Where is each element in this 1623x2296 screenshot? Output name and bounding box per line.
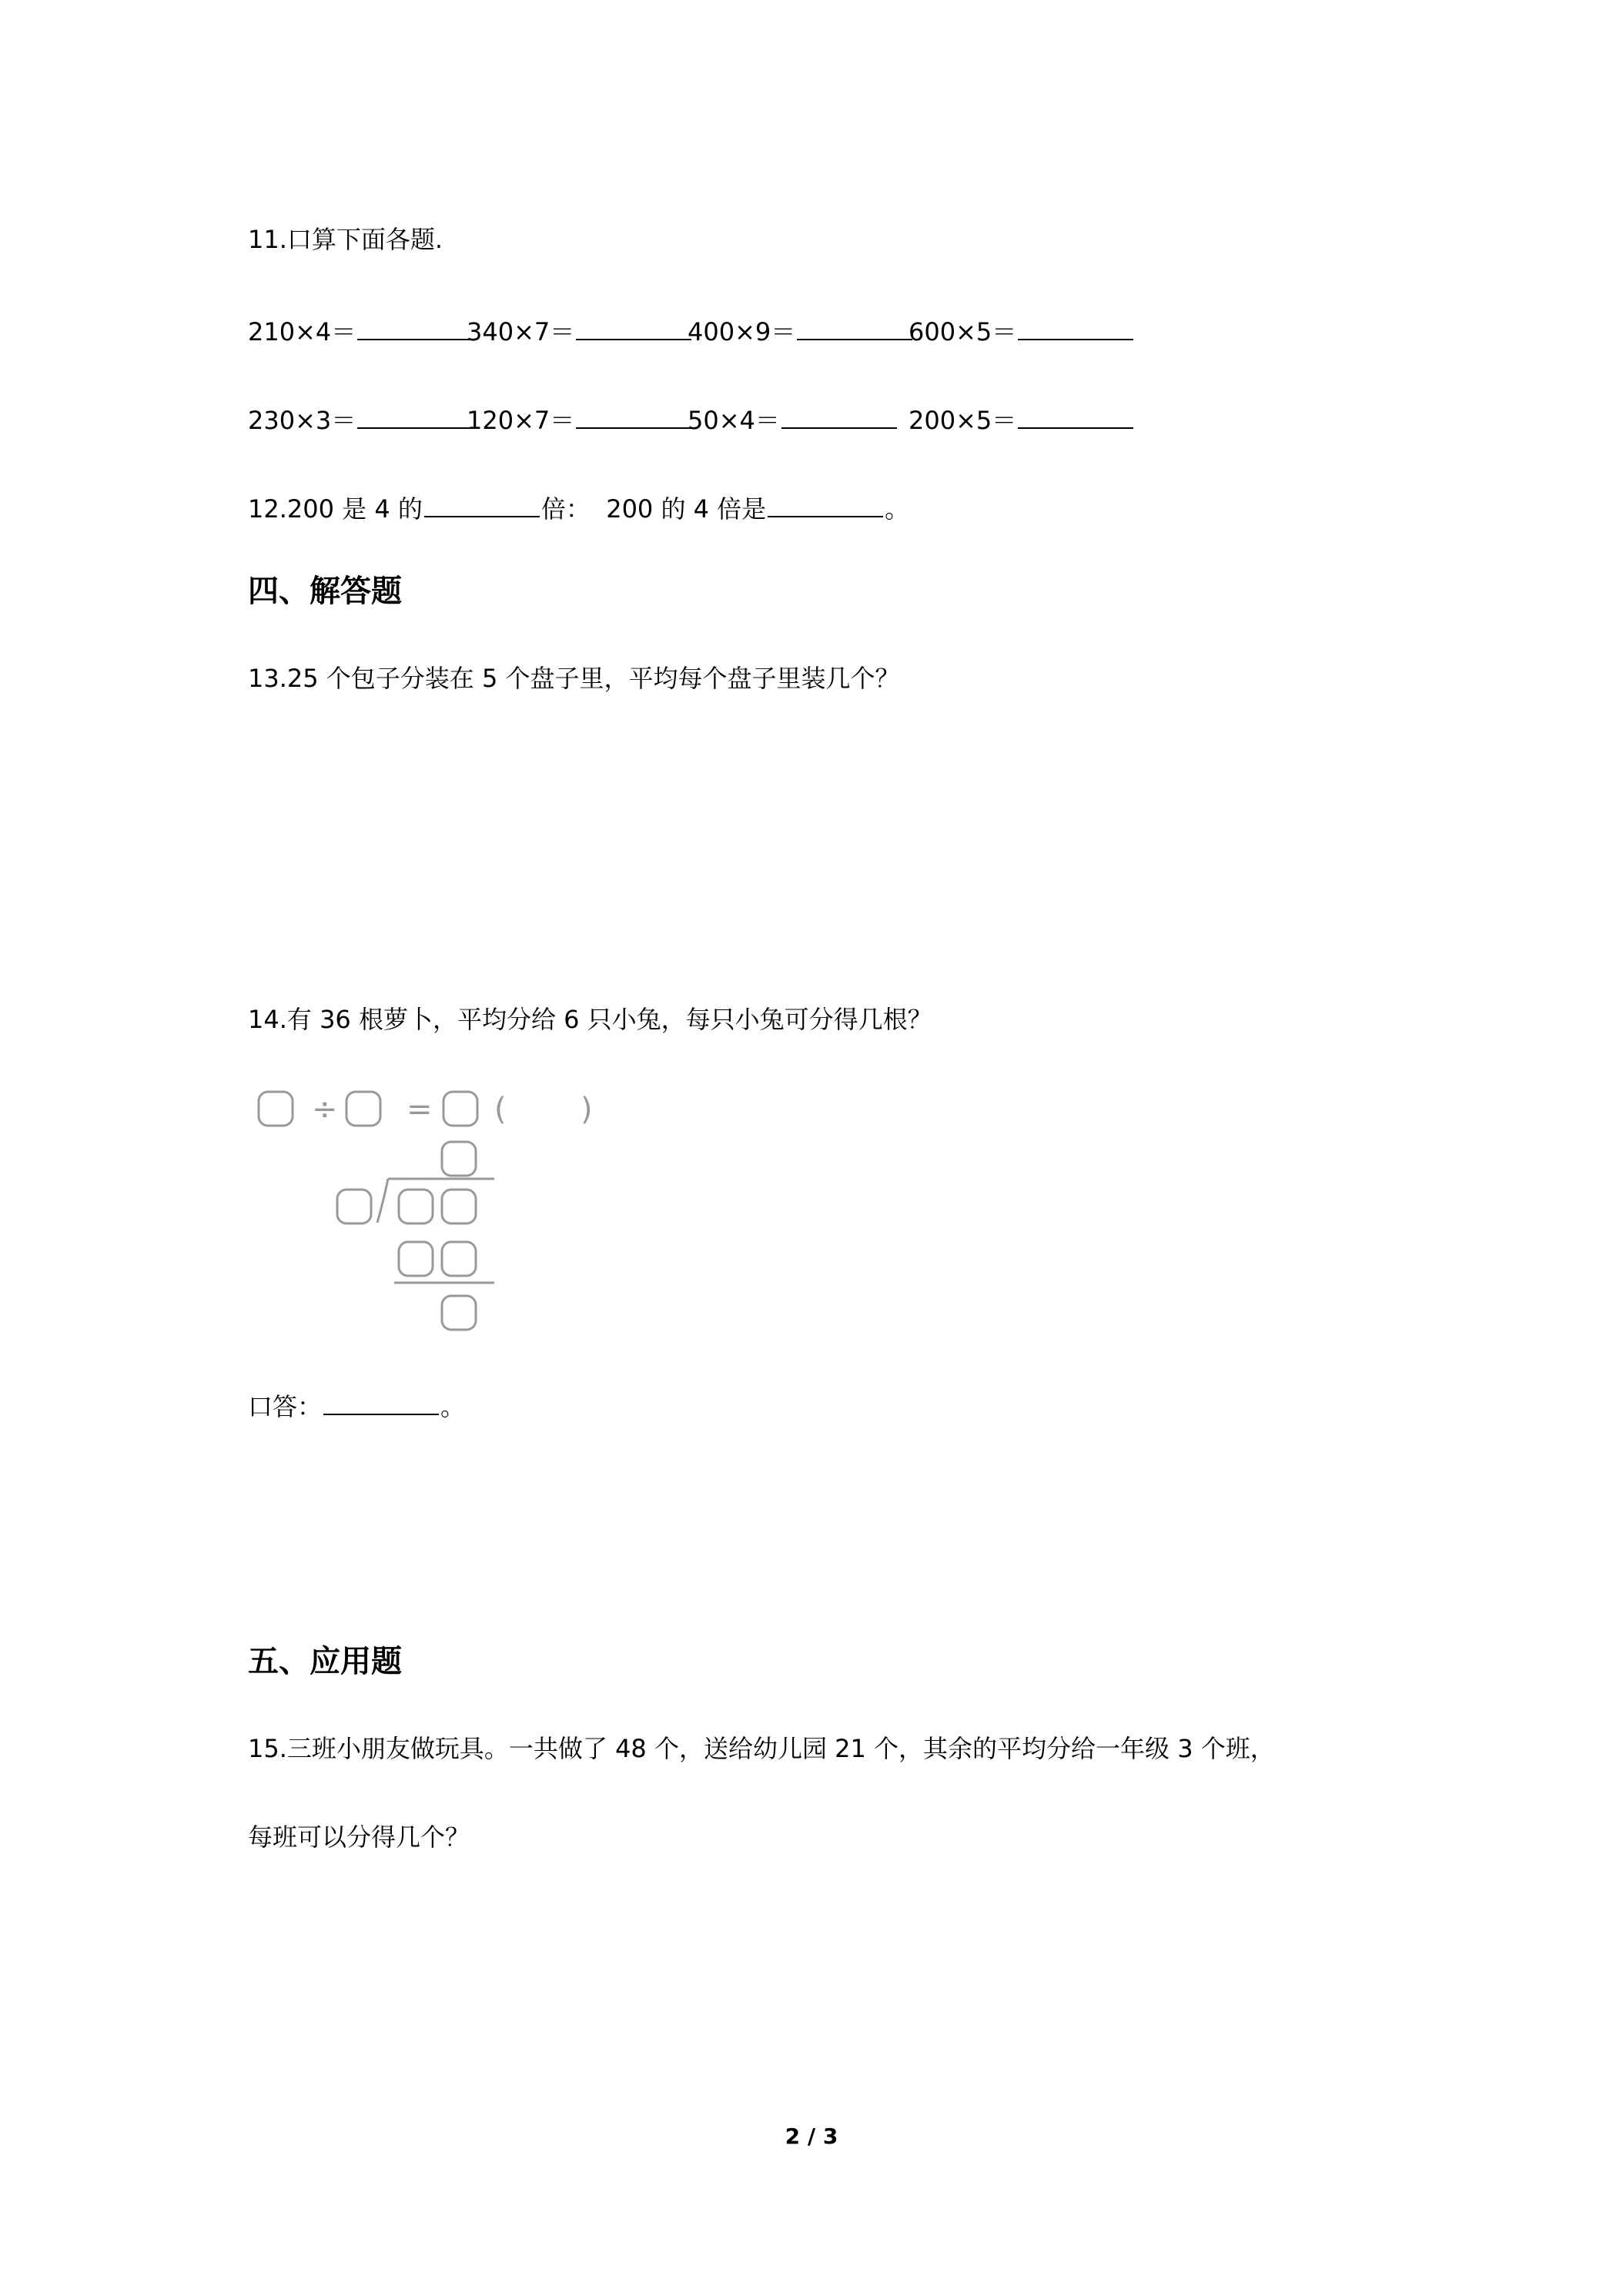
answer-blank[interactable] xyxy=(323,1389,439,1415)
long-divisor-box xyxy=(337,1190,371,1223)
q13-text: 13.25 个包子分装在 5 个盘子里，平均每个盘子里装几个？ xyxy=(248,664,900,693)
answer-blank[interactable] xyxy=(357,314,473,340)
equals-sign: = xyxy=(407,1092,433,1127)
q11-row2-item1: 230×3＝ xyxy=(248,403,474,436)
paren-close: ) xyxy=(581,1092,593,1127)
paren-open: ( xyxy=(494,1092,507,1127)
q11-row2-item3: 50×4＝ xyxy=(688,403,899,436)
answer-blank[interactable] xyxy=(1018,314,1133,340)
quotient-box xyxy=(443,1092,477,1126)
q15-line1: 15.三班小朋友做玩具。一共做了 48 个，送给幼儿园 21 个，其余的平均分给一年级 3 个班， xyxy=(248,1734,1275,1763)
divisor-box xyxy=(346,1092,380,1126)
answer-blank[interactable] xyxy=(797,314,912,340)
division-bracket xyxy=(377,1179,388,1223)
product-ones-box xyxy=(442,1242,476,1276)
dividend-box xyxy=(259,1092,293,1126)
dividend-tens-box xyxy=(399,1190,433,1223)
answer-blank[interactable] xyxy=(576,314,691,340)
q11-title: 11.口算下面各题. xyxy=(248,225,443,254)
answer-blank[interactable] xyxy=(357,403,473,429)
q14-answer: 口答： 。 xyxy=(248,1389,465,1422)
dividend-ones-box xyxy=(442,1190,476,1223)
q14-text: 14.有 36 根萝卜，平均分给 6 只小兔，每只小兔可分得几根？ xyxy=(248,1005,932,1034)
answer-blank[interactable] xyxy=(1018,403,1133,429)
q15-line2: 每班可以分得几个？ xyxy=(248,1822,470,1852)
quotient-digit-box xyxy=(442,1142,476,1176)
q11-row2-item4: 200×5＝ xyxy=(909,403,1135,436)
q11-row1-item1: 210×4＝ xyxy=(248,314,474,347)
answer-blank[interactable] xyxy=(576,403,691,429)
answer-blank[interactable] xyxy=(768,491,883,517)
divide-sign: ÷ xyxy=(312,1092,338,1127)
q11-row1-item2: 340×7＝ xyxy=(467,314,693,347)
q11-row1-item3: 400×9＝ xyxy=(688,314,914,347)
remainder-box xyxy=(442,1296,476,1330)
q11-row2-item2: 120×7＝ xyxy=(467,403,693,436)
answer-blank[interactable] xyxy=(424,491,540,517)
q11-row1-item4: 600×5＝ xyxy=(909,314,1135,347)
section-heading-4: 四、解答题 xyxy=(248,574,402,609)
section-heading-5: 五、应用题 xyxy=(248,1644,402,1679)
q12-text: 12.200 是 4 的 倍： 200 的 4 倍是 。 xyxy=(248,491,909,524)
product-tens-box xyxy=(399,1242,433,1276)
answer-blank[interactable] xyxy=(781,403,897,429)
page-number: 2 / 3 xyxy=(785,2124,838,2149)
division-figure xyxy=(248,1069,610,1354)
